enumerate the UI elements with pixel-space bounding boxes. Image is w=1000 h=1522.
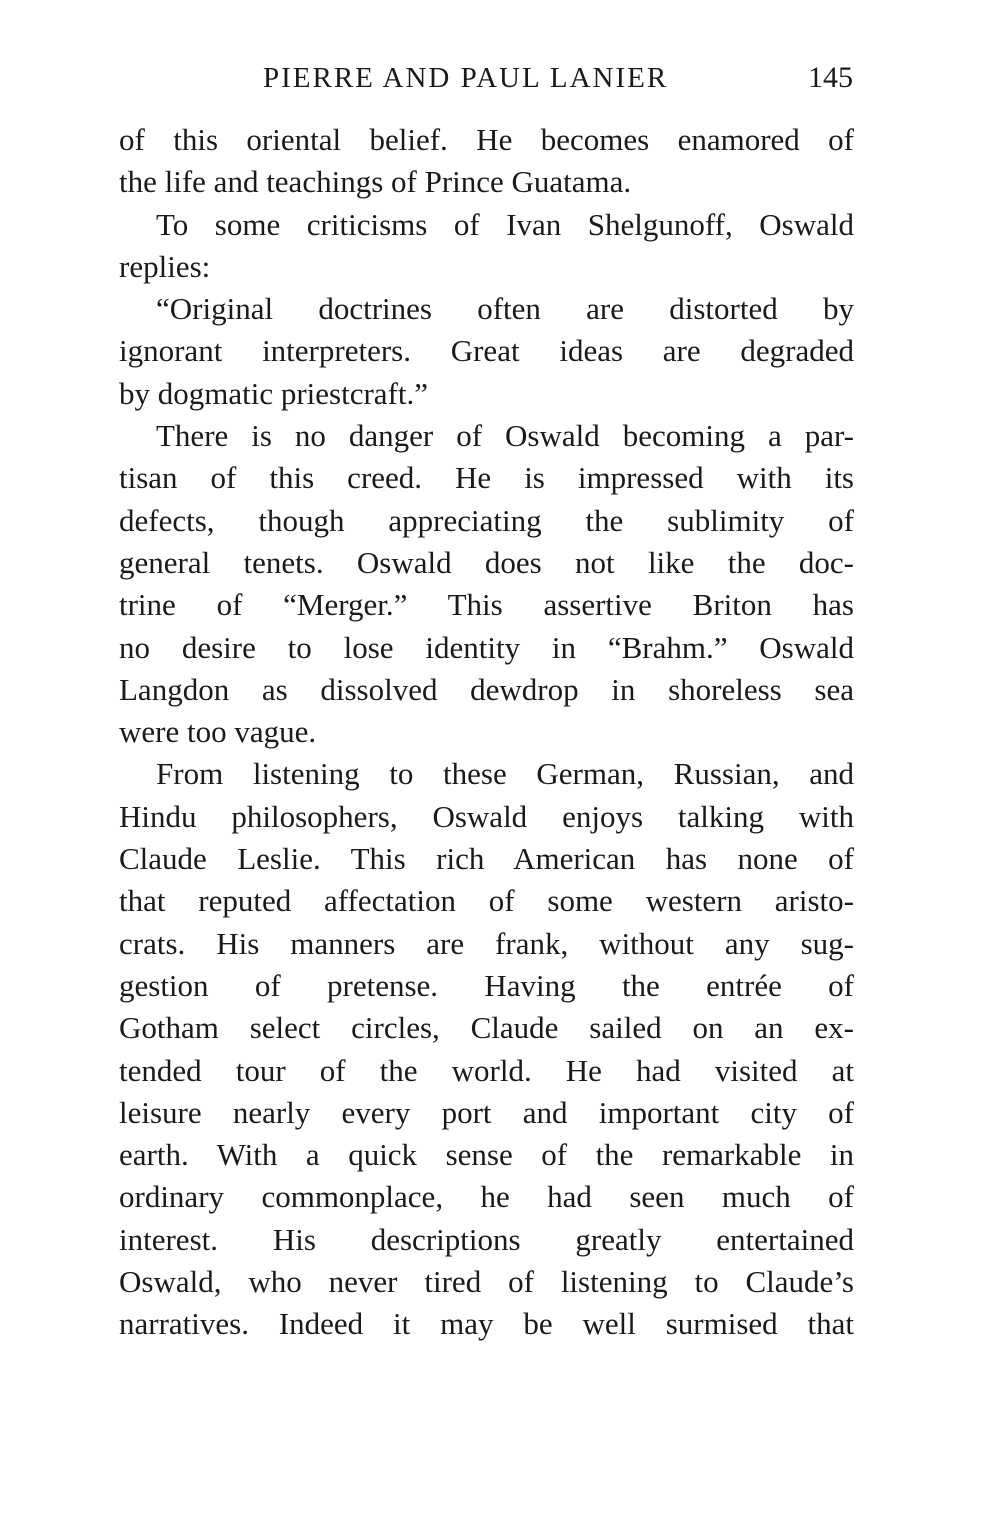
text-line: Claude Leslie. This rich American has none of (119, 841, 854, 877)
text-line: ordinary commonplace, he had seen much of (119, 1179, 854, 1215)
text-line: Hindu philosophers, Oswald enjoys talking with (119, 798, 854, 834)
text-line: Langdon as dissolved dewdrop in shoreless sea (119, 671, 854, 707)
page-number: 145 (808, 61, 853, 94)
text-line: interest. His descriptions greatly entertained (119, 1221, 854, 1257)
text-line: of this oriental belief. He becomes enamored of (119, 122, 854, 157)
text-line: From listening to these German, Russian, and (156, 756, 854, 792)
text-line: Gotham select circles, Claude sailed on an ex- (119, 1010, 854, 1046)
text-line: trine of “Merger.” This assertive Briton has (119, 587, 854, 623)
text-line: “Original doctrines often are distorted by (156, 291, 854, 327)
text-line: defects, though appreciating the sublimity of (119, 502, 854, 538)
text-line: the life and teachings of Prince Guatama. (119, 164, 632, 200)
text-line: Oswald, who never tired of listening to Claude’s (119, 1264, 854, 1300)
text-line: gestion of pretense. Having the entrée of (119, 967, 854, 1003)
text-line: There is no danger of Oswald becoming a par- (156, 418, 854, 454)
text-line: ignorant interpreters. Great ideas are degraded (119, 333, 854, 369)
text-line: earth. With a quick sense of the remarkable in (119, 1137, 854, 1173)
text-line: general tenets. Oswald does not like the doc- (119, 544, 854, 580)
text-line: no desire to lose identity in “Brahm.” Oswald (119, 629, 854, 665)
text-line: were too vague. (119, 714, 317, 750)
text-line: narratives. Indeed it may be well surmised that (119, 1306, 854, 1342)
text-line: To some criticisms of Ivan Shelgunoff, Oswald (156, 206, 854, 242)
text-line: leisure nearly every port and important city of (119, 1094, 854, 1130)
text-line: replies: (119, 248, 211, 284)
text-line: that reputed affectation of some western aristo- (119, 883, 854, 919)
body-text (119, 119, 854, 1346)
running-title: PIERRE AND PAUL LANIER (263, 62, 669, 94)
text-line: by dogmatic priestcraft.” (119, 375, 429, 411)
text-line: tended tour of the world. He had visited at (119, 1052, 854, 1088)
text-line: tisan of this creed. He is impressed with its (119, 460, 854, 496)
running-head (118, 56, 853, 100)
text-line: crats. His manners are frank, without any sug- (119, 925, 854, 961)
